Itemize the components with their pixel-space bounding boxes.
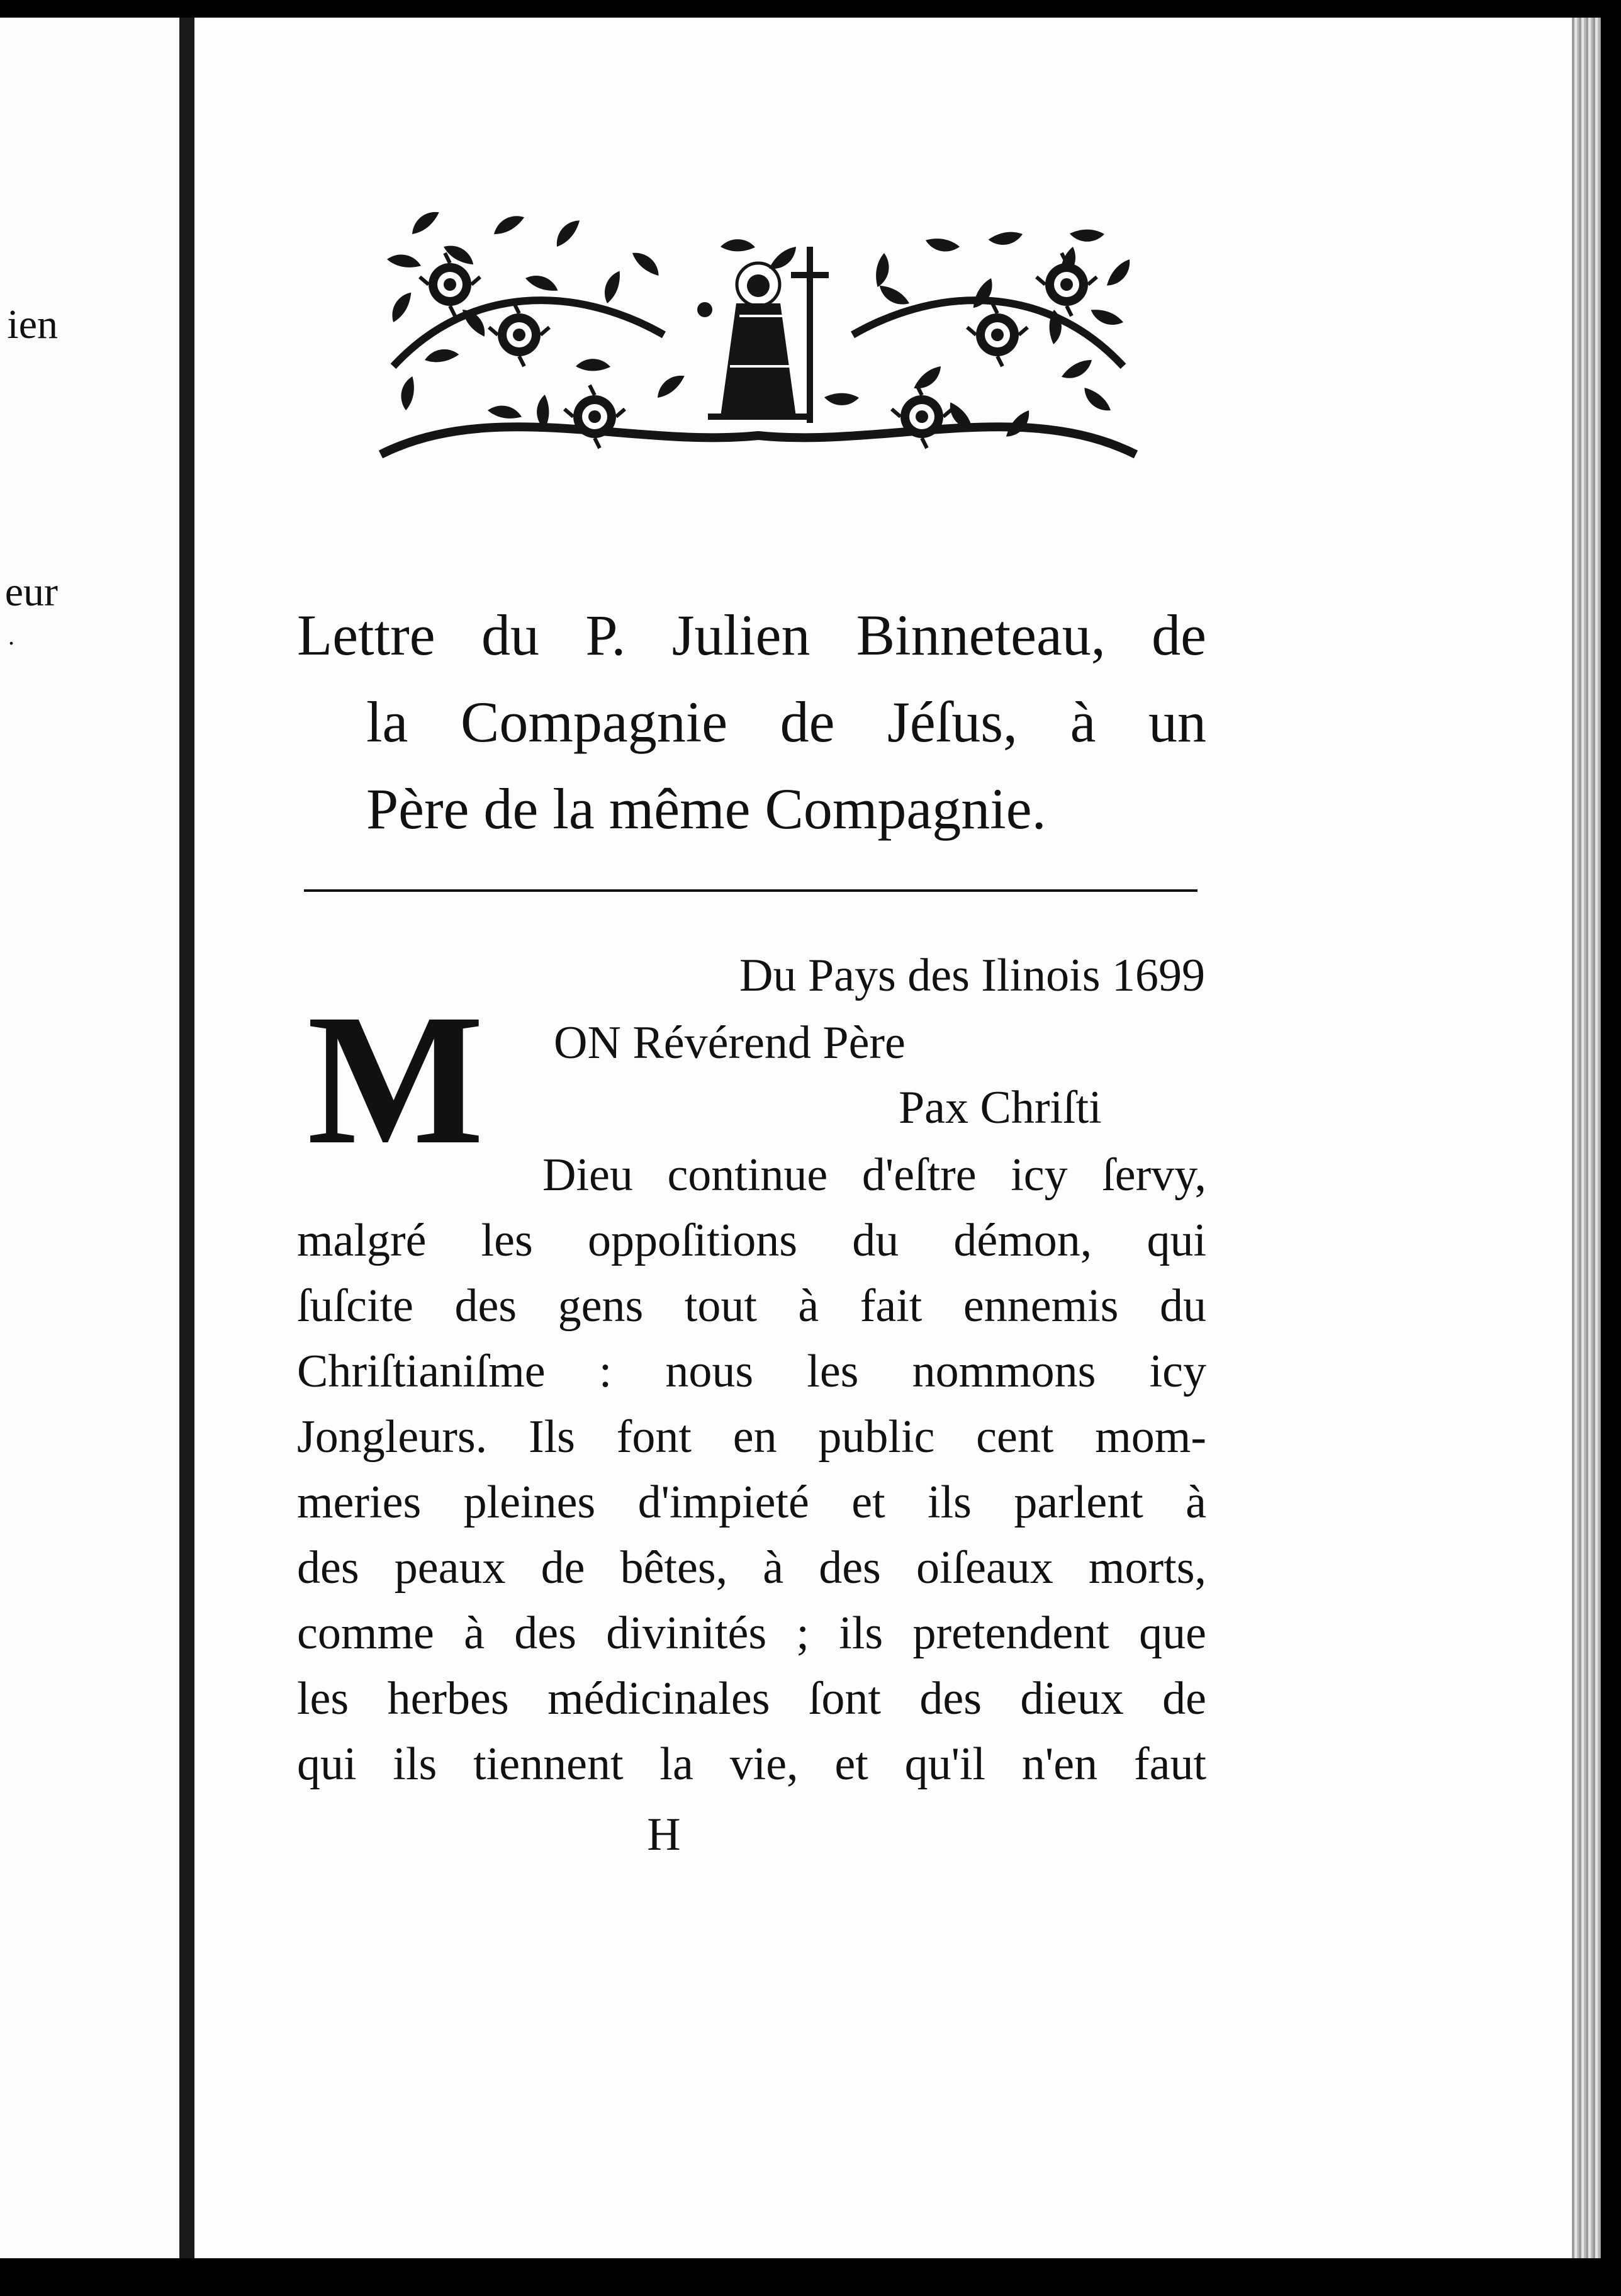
- body-line: malgré les oppoſitions du démon, qui: [297, 1215, 1206, 1266]
- body-line: les herbes médicinales ſont des dieux de: [297, 1673, 1206, 1725]
- body-line: comme à des divinités ; ils pretendent que: [297, 1607, 1206, 1659]
- letter-body: [297, 1142, 1206, 1797]
- drop-capital: M: [307, 976, 481, 1183]
- floral-headpiece-icon: [368, 209, 1148, 480]
- left-facing-page: [0, 18, 179, 2258]
- title-line: la Compagnie de Jéſus, à un: [366, 690, 1206, 754]
- body-line: qui ils tiennent la vie, et qu'il n'en faut: [297, 1738, 1206, 1790]
- signature-mark: H: [647, 1809, 681, 1860]
- book-gutter: [179, 18, 194, 2258]
- page-edges: [1572, 18, 1601, 2258]
- letter-title: [297, 592, 1206, 852]
- body-line: ſuſcite des gens tout à fait ennemis du: [297, 1280, 1206, 1332]
- title-line: Lettre du P. Julien Binneteau, de: [297, 603, 1206, 667]
- salutation: ON Révérend Père: [554, 1017, 906, 1069]
- body-line: des peaux de bêtes, à des oiſeaux morts,: [297, 1542, 1206, 1594]
- dateline: Du Pays des Ilinois 1699: [739, 950, 1205, 1001]
- body-line: Chriſtianiſme : nous les nommons icy: [297, 1346, 1206, 1397]
- greeting: Pax Chriſti: [899, 1082, 1102, 1134]
- left-page-fragment: .: [8, 622, 14, 650]
- body-line: Dieu continue d'eſtre icy ſervy,: [542, 1149, 1206, 1201]
- title-rule: [304, 889, 1198, 892]
- body-line: Jongleurs. Ils font en public cent mom-: [297, 1411, 1206, 1463]
- left-page-fragment: eur: [4, 569, 58, 615]
- left-page-fragment: ien: [7, 301, 58, 347]
- body-line: meries pleines d'impieté et ils parlent à: [297, 1477, 1206, 1528]
- title-line: Père de la même Compagnie.: [366, 777, 1046, 841]
